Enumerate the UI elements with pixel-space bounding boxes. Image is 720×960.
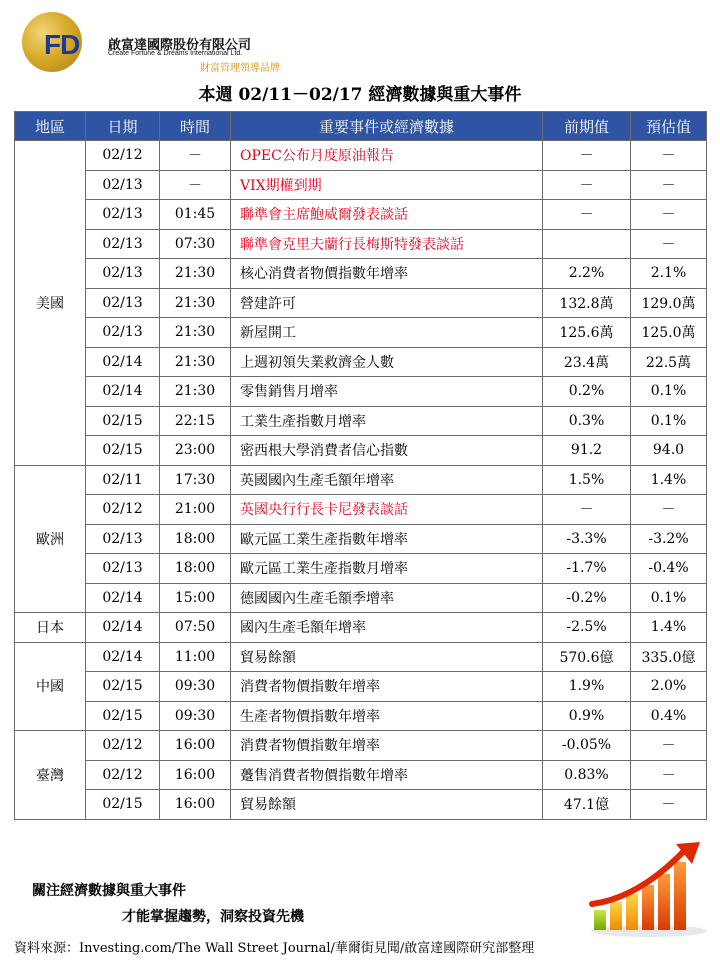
event-cell: 貿易餘額	[231, 642, 543, 672]
previous-value-cell: 0.83%	[543, 760, 631, 790]
table-row	[15, 465, 707, 495]
previous-value-cell: -0.05%	[543, 731, 631, 761]
time-cell: 18:00	[160, 524, 231, 554]
estimate-value-cell: -0.4%	[631, 554, 707, 584]
table-row	[15, 613, 707, 643]
date-cell: 02/13	[86, 229, 160, 259]
time-cell: 21:30	[160, 288, 231, 318]
previous-value-cell: －	[543, 141, 631, 171]
event-cell: 德國國內生產毛額季增率	[231, 583, 543, 613]
estimate-value-cell: －	[631, 731, 707, 761]
date-cell: 02/15	[86, 672, 160, 702]
logo-mark: FD	[44, 29, 80, 60]
estimate-value-cell: 94.0	[631, 436, 707, 466]
event-cell: 歐元區工業生產指數月增率	[231, 554, 543, 584]
previous-value-cell: 91.2	[543, 436, 631, 466]
header-estimate: 預估值	[631, 112, 707, 141]
estimate-value-cell: 129.0萬	[631, 288, 707, 318]
previous-value-cell: 1.5%	[543, 465, 631, 495]
table-row	[15, 760, 707, 790]
previous-value-cell: －	[543, 200, 631, 230]
estimate-value-cell: 0.1%	[631, 583, 707, 613]
table-row	[15, 495, 707, 525]
estimate-value-cell: 0.1%	[631, 406, 707, 436]
table-row	[15, 583, 707, 613]
header-date: 日期	[86, 112, 160, 141]
region-cell: 臺灣	[15, 731, 86, 820]
date-cell: 02/15	[86, 406, 160, 436]
estimate-value-cell: 22.5萬	[631, 347, 707, 377]
region-cell: 美國	[15, 141, 86, 466]
footer-slogan-line1: 關注經濟數據與重大事件	[32, 883, 186, 899]
previous-value-cell	[543, 229, 631, 259]
event-cell: 歐元區工業生產指數年增率	[231, 524, 543, 554]
region-cell: 日本	[15, 613, 86, 643]
header-time: 時間	[160, 112, 231, 141]
previous-value-cell: 132.8萬	[543, 288, 631, 318]
previous-value-cell: 0.9%	[543, 701, 631, 731]
estimate-value-cell: 2.1%	[631, 259, 707, 289]
time-cell: 16:00	[160, 731, 231, 761]
date-cell: 02/12	[86, 141, 160, 171]
table-row	[15, 318, 707, 348]
event-cell: 營建許可	[231, 288, 543, 318]
event-cell: 聯準會主席鮑威爾發表談話	[231, 200, 543, 230]
estimate-value-cell: 0.4%	[631, 701, 707, 731]
date-cell: 02/13	[86, 554, 160, 584]
region-cell: 歐洲	[15, 465, 86, 613]
event-cell: 聯準會克里夫蘭行長梅斯特發表談話	[231, 229, 543, 259]
previous-value-cell: 125.6萬	[543, 318, 631, 348]
date-cell: 02/12	[86, 495, 160, 525]
estimate-value-cell: 1.4%	[631, 465, 707, 495]
data-source: 資料來源：Investing.com/The Wall Street Journal/華爾街見聞/啟富達國際研究部整理	[14, 941, 535, 956]
table-row	[15, 701, 707, 731]
table-row	[15, 347, 707, 377]
previous-value-cell: －	[543, 495, 631, 525]
previous-value-cell: 570.6億	[543, 642, 631, 672]
header-region: 地區	[15, 112, 86, 141]
previous-value-cell: -3.3%	[543, 524, 631, 554]
date-cell: 02/13	[86, 170, 160, 200]
date-cell: 02/15	[86, 701, 160, 731]
estimate-value-cell: 125.0萬	[631, 318, 707, 348]
time-cell: 01:45	[160, 200, 231, 230]
date-cell: 02/13	[86, 524, 160, 554]
date-cell: 02/12	[86, 731, 160, 761]
estimate-value-cell: －	[631, 229, 707, 259]
table-row	[15, 436, 707, 466]
previous-value-cell: -0.2%	[543, 583, 631, 613]
table-row	[15, 288, 707, 318]
estimate-value-cell: 335.0億	[631, 642, 707, 672]
table-row	[15, 229, 707, 259]
previous-value-cell: 47.1億	[543, 790, 631, 820]
time-cell: 22:15	[160, 406, 231, 436]
previous-value-cell: 1.9%	[543, 672, 631, 702]
event-cell: 消費者物價指數年增率	[231, 731, 543, 761]
table-row	[15, 170, 707, 200]
table-row	[15, 790, 707, 820]
estimate-value-cell: 2.0%	[631, 672, 707, 702]
time-cell: 21:30	[160, 259, 231, 289]
date-cell: 02/13	[86, 318, 160, 348]
table-row	[15, 406, 707, 436]
events-table	[14, 111, 707, 820]
header-previous: 前期值	[543, 112, 631, 141]
time-cell: 09:30	[160, 701, 231, 731]
table-row	[15, 672, 707, 702]
estimate-value-cell: －	[631, 200, 707, 230]
time-cell: －	[160, 141, 231, 171]
date-cell: 02/13	[86, 288, 160, 318]
event-cell: 密西根大學消費者信心指數	[231, 436, 543, 466]
time-cell: 17:30	[160, 465, 231, 495]
event-cell: 消費者物價指數年增率	[231, 672, 543, 702]
date-cell: 02/11	[86, 465, 160, 495]
table-row	[15, 259, 707, 289]
event-cell: 貿易餘額	[231, 790, 543, 820]
estimate-value-cell: －	[631, 495, 707, 525]
table-row	[15, 642, 707, 672]
time-cell: 16:00	[160, 760, 231, 790]
company-slogan: 財富管理領導品牌	[200, 63, 280, 74]
estimate-value-cell: －	[631, 170, 707, 200]
estimate-value-cell: －	[631, 760, 707, 790]
time-cell: 21:30	[160, 318, 231, 348]
date-cell: 02/13	[86, 259, 160, 289]
date-cell: 02/14	[86, 377, 160, 407]
date-cell: 02/15	[86, 436, 160, 466]
previous-value-cell: 0.3%	[543, 406, 631, 436]
previous-value-cell: 23.4萬	[543, 347, 631, 377]
region-cell: 中國	[15, 642, 86, 731]
event-cell: 核心消費者物價指數年增率	[231, 259, 543, 289]
previous-value-cell: 0.2%	[543, 377, 631, 407]
table-body	[15, 141, 707, 820]
date-cell: 02/14	[86, 347, 160, 377]
event-cell: 生產者物價指數年增率	[231, 701, 543, 731]
page-title: 本週 02/11－02/17 經濟數據與重大事件	[198, 85, 522, 105]
previous-value-cell: 2.2%	[543, 259, 631, 289]
company-english-name: Create Fortune & Dreams International Ltd.	[108, 50, 243, 57]
header-event: 重要事件或經濟數據	[231, 112, 543, 141]
table-row	[15, 731, 707, 761]
time-cell: 07:30	[160, 229, 231, 259]
time-cell: 11:00	[160, 642, 231, 672]
date-cell: 02/14	[86, 642, 160, 672]
event-cell: 零售銷售月增率	[231, 377, 543, 407]
event-cell: 躉售消費者物價指數年增率	[231, 760, 543, 790]
previous-value-cell: -1.7%	[543, 554, 631, 584]
estimate-value-cell: －	[631, 141, 707, 171]
date-cell: 02/14	[86, 583, 160, 613]
date-cell: 02/13	[86, 200, 160, 230]
table-header-row	[15, 112, 707, 141]
estimate-value-cell: 1.4%	[631, 613, 707, 643]
time-cell: 21:30	[160, 377, 231, 407]
event-cell: 英國央行行長卡尼發表談話	[231, 495, 543, 525]
time-cell: 21:30	[160, 347, 231, 377]
previous-value-cell: -2.5%	[543, 613, 631, 643]
event-cell: 工業生產指數月增率	[231, 406, 543, 436]
table-row	[15, 377, 707, 407]
table-row	[15, 141, 707, 171]
event-cell: 國內生產毛額年增率	[231, 613, 543, 643]
estimate-value-cell: －	[631, 790, 707, 820]
time-cell: 16:00	[160, 790, 231, 820]
previous-value-cell: －	[543, 170, 631, 200]
estimate-value-cell: -3.2%	[631, 524, 707, 554]
date-cell: 02/12	[86, 760, 160, 790]
time-cell: 07:50	[160, 613, 231, 643]
time-cell: 09:30	[160, 672, 231, 702]
time-cell: 21:00	[160, 495, 231, 525]
date-cell: 02/14	[86, 613, 160, 643]
event-cell: 上週初領失業救濟金人數	[231, 347, 543, 377]
table-row	[15, 200, 707, 230]
time-cell: 15:00	[160, 583, 231, 613]
footer-slogan-line2: 才能掌握趨勢，洞察投資先機	[122, 909, 304, 925]
event-cell: OPEC公布月度原油報告	[231, 141, 543, 171]
event-cell: 新屋開工	[231, 318, 543, 348]
time-cell: 23:00	[160, 436, 231, 466]
company-name: 啟富達國際股份有限公司	[108, 37, 252, 52]
date-cell: 02/15	[86, 790, 160, 820]
estimate-value-cell: 0.1%	[631, 377, 707, 407]
company-logo	[22, 12, 312, 72]
table-row	[15, 524, 707, 554]
rising-bar-chart-with-arrow-icon	[588, 838, 710, 938]
table-row	[15, 554, 707, 584]
time-cell: －	[160, 170, 231, 200]
event-cell: VIX期權到期	[231, 170, 543, 200]
event-cell: 英國國內生產毛額年增率	[231, 465, 543, 495]
time-cell: 18:00	[160, 554, 231, 584]
